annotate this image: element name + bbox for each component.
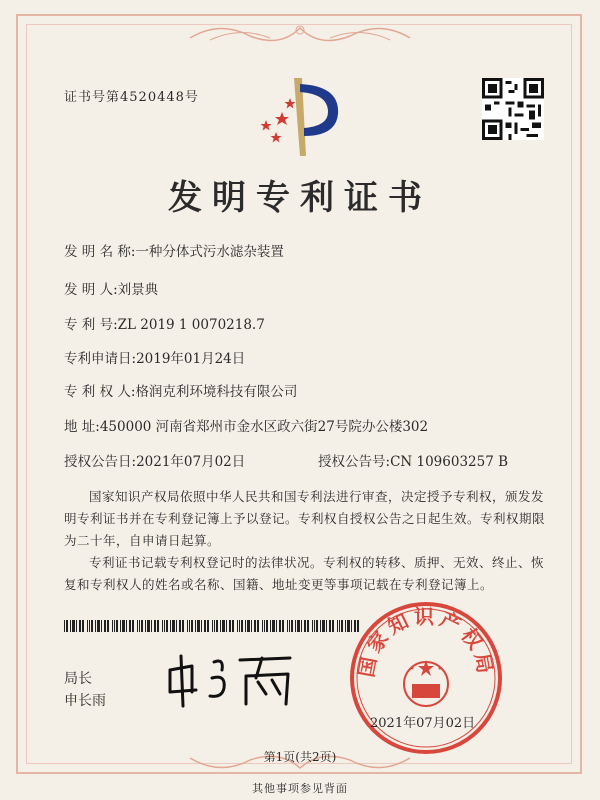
certificate-title: 发明专利证书 bbox=[168, 178, 432, 218]
field-label: 专利申请日: bbox=[64, 351, 137, 367]
director-signature-icon bbox=[162, 648, 312, 710]
top-ornament bbox=[180, 18, 420, 48]
field-value: 2019年01月24日 bbox=[136, 351, 246, 367]
field-invention-name bbox=[64, 240, 284, 260]
field-value: CN 109603257 B bbox=[390, 454, 509, 470]
field-patent-number bbox=[64, 313, 265, 333]
field-inventor bbox=[64, 278, 158, 298]
field-label: 授权公告号: bbox=[318, 454, 391, 470]
field-patentee bbox=[64, 380, 297, 400]
field-label: 授权公告日: bbox=[64, 454, 137, 470]
certificate-number: 证书号第4520448号 bbox=[64, 90, 199, 105]
field-application-date bbox=[64, 347, 245, 367]
field-label: 地 址: bbox=[64, 419, 100, 435]
legal-status-statement: 专利证书记载专利权登记时的法律状况。专利权的转移、质押、无效、终止、恢复和专利权人的姓名或名称、国籍、地址变更等事项记载在专利登记簿上。 bbox=[64, 555, 545, 592]
official-seal-icon bbox=[346, 598, 506, 758]
field-value: 450000 河南省郑州市金水区政六街27号院办公楼302 bbox=[99, 419, 429, 435]
field-grant-number bbox=[318, 450, 508, 470]
cnipa-logo-icon bbox=[252, 76, 344, 158]
field-value: ZL 2019 1 0070218.7 bbox=[117, 317, 265, 333]
grant-statement: 国家知识产权局依照中华人民共和国专利法进行审查，决定授予专利权，颁发发明专利证书并在专利登记簿上予以登记。专利权自授权公告之日起生效。专利权期限为二十年，自申请日起算。 bbox=[64, 489, 546, 548]
field-value: 2021年07月02日 bbox=[136, 454, 246, 470]
field-label: 专 利 权 人: bbox=[64, 384, 136, 400]
field-label: 发 明 人: bbox=[64, 282, 118, 298]
field-value: 一种分体式污水滤杂装置 bbox=[135, 244, 284, 260]
seal-text: 国家知识产权局 bbox=[354, 604, 498, 679]
field-value: 刘景典 bbox=[117, 282, 159, 298]
field-grant-date bbox=[64, 450, 245, 470]
barcode-icon bbox=[64, 620, 360, 632]
field-address bbox=[64, 415, 428, 435]
seal-date: 2021年07月02日 bbox=[370, 716, 476, 731]
director-name: 申长雨 bbox=[64, 693, 106, 709]
back-side-note: 其他事项参见背面 bbox=[252, 782, 348, 795]
page-number: 第1页(共2页) bbox=[263, 750, 337, 764]
field-label: 发 明 名 称: bbox=[64, 244, 136, 260]
field-value: 格润克利环境科技有限公司 bbox=[135, 384, 298, 400]
director-title: 局长 bbox=[64, 671, 92, 687]
qr-code-icon bbox=[482, 78, 544, 140]
field-label: 专 利 号: bbox=[64, 317, 118, 333]
